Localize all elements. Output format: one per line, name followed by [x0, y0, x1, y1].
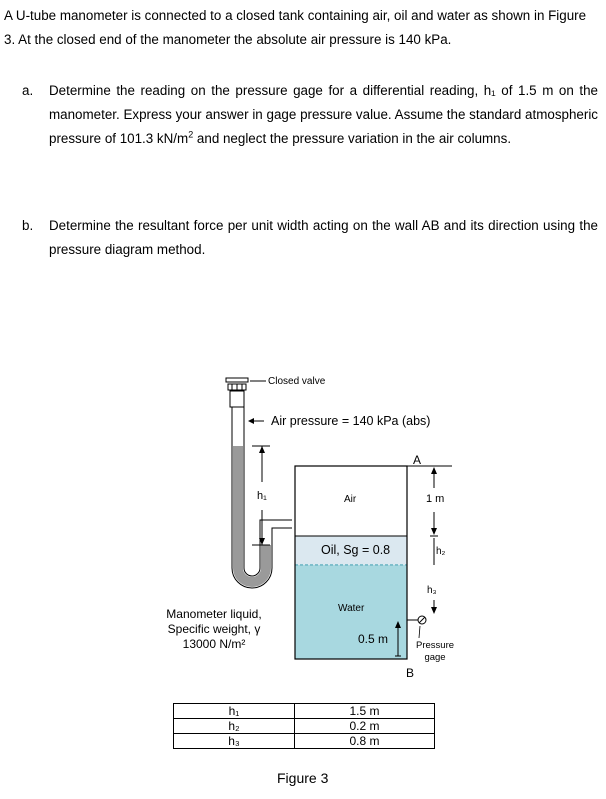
- question-b-letter: b.: [22, 218, 34, 233]
- table-cell-name: h₂: [174, 719, 295, 734]
- table-row: [174, 704, 435, 719]
- table-cell-name: h₁: [174, 704, 295, 719]
- table-row: [174, 719, 435, 734]
- table-cell-name: h₃: [174, 734, 295, 749]
- water-label: Water: [338, 603, 365, 614]
- question-a-letter: a.: [22, 83, 34, 98]
- question-b-text: Determine the resultant force per unit width acting on the wall AB and its direction using the pressure diagram method.: [49, 218, 598, 257]
- manometer-liquid-left: [233, 446, 243, 568]
- table-cell-value: 1.5 m: [295, 704, 435, 719]
- table-cell-value: 0.2 m: [295, 719, 435, 734]
- one-m-label: 1 m: [426, 493, 445, 505]
- air-label: Air: [344, 494, 357, 505]
- oil-label: Oil, Sg = 0.8: [321, 543, 391, 557]
- data-table: [173, 703, 435, 749]
- h1-label: h₁: [257, 490, 267, 502]
- pressure-gage-label: Pressure gage: [416, 640, 455, 663]
- closed-valve-label: Closed valve: [268, 376, 326, 387]
- h2-label: h₂: [436, 546, 446, 557]
- figure-caption: Figure 3: [277, 770, 329, 786]
- air-pressure-label: Air pressure = 140 kPa (abs): [271, 414, 431, 428]
- problem-intro: A U-tube manometer is connected to a closed tank containing air, oil and water as shown in Figure 3. At the closed end of the manometer the absolute air pressure is 140 kPa.: [4, 8, 587, 47]
- table-cell-value: 0.8 m: [295, 734, 435, 749]
- h3-label: h₃: [427, 585, 437, 596]
- question-a-text: Determine the reading on the pressure gage for a differential reading, h₁ of 1.5 m on the manometer. Express your answer in gage pressure value. Assume the standard atmospheric pressure of 101.3 $kN/m^2$ and neglect the pressure variation in the air columns.: [49, 83, 598, 146]
- point-b-label: B: [406, 666, 415, 680]
- point-a-label: A: [413, 453, 422, 467]
- closed-valve: [226, 378, 248, 407]
- depth-label: 0.5 m: [358, 632, 389, 646]
- manometer-liquid-label: Manometer liquid, Specific weight, γ 13000 N/m²: [166, 607, 262, 651]
- table-row: [174, 734, 435, 749]
